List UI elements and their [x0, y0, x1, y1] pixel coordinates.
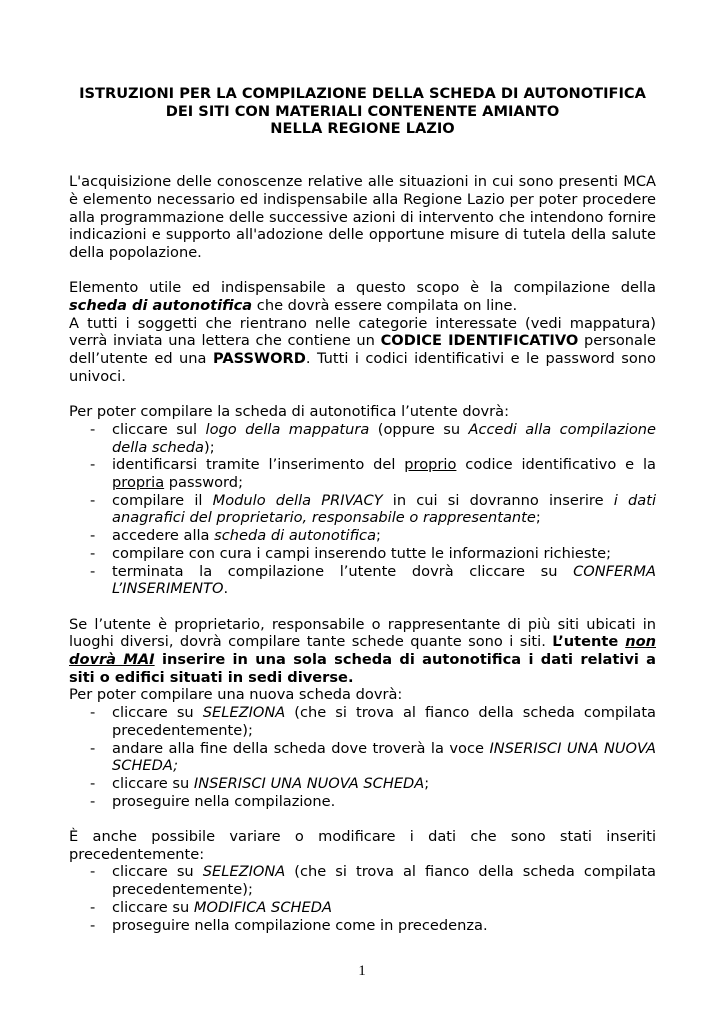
text: cliccare su [112, 704, 203, 722]
emphasis: CODICE IDENTIFICATIVO [380, 332, 579, 350]
text: andare alla fine della scheda dove troverà la voce [112, 739, 490, 757]
title-line: NELLA REGIONE LAZIO [270, 120, 455, 138]
title-line: ISTRUZIONI PER LA COMPILAZIONE DELLA SCHEDA DI AUTONOTIFICA [79, 85, 646, 102]
emphasis: Modulo della PRIVACY [212, 491, 383, 509]
text: personale dell’utente ed una [69, 332, 656, 368]
title-line: DEI SITI CON MATERIALI CONTENENTE AMIANTO [165, 102, 560, 120]
emphasis: Accedi alla compilazione della scheda [112, 420, 656, 456]
text: cliccare su [112, 774, 194, 792]
text: (oppure su [369, 420, 469, 438]
list-item [112, 793, 656, 811]
text: . [223, 580, 229, 598]
list-item [112, 456, 656, 491]
document-page [69, 85, 656, 934]
list-item [112, 863, 656, 898]
emphasis: MODIFICA SCHEDA [193, 898, 332, 916]
list-item [112, 563, 656, 598]
list-item [112, 899, 656, 917]
text: cliccare su [112, 898, 194, 916]
text: ); [204, 438, 215, 456]
underline: propria [112, 474, 165, 492]
emphasis: SELEZIONA [202, 704, 286, 722]
text: compilare con cura i campi inserendo tutte le informazioni richieste; [112, 544, 612, 562]
text: che dovrà essere compilata on line. [252, 297, 518, 315]
text: in cui si dovranno inserire [382, 491, 614, 509]
paragraph-multiple-sites [69, 616, 656, 687]
text: ; [424, 774, 430, 792]
emphasis: SELEZIONA [202, 863, 286, 881]
text: (che si trova al fianco della scheda compilata precedentemente); [112, 863, 656, 899]
text: (che si trova al fianco della scheda compilata precedentemente); [112, 704, 656, 739]
list-item [112, 545, 656, 563]
text: ; [535, 509, 541, 527]
list-item [112, 492, 656, 527]
list-item [112, 740, 656, 775]
text: compilare il [112, 491, 213, 509]
text: proseguire nella compilazione. [112, 792, 336, 810]
text: Se l’utente è proprietario, responsabile o rappresentante di più siti ubicati in luoghi diversi, dovrà compilare tante schede quante sono i siti. [69, 615, 656, 651]
emphasis: CONFERMA L’INSERIMENTO [112, 562, 656, 598]
text: cliccare su [112, 863, 203, 881]
emphasis: L’utente [552, 633, 626, 651]
text: cliccare sul [112, 420, 206, 438]
text: Elemento utile ed indispensabile a questo scopo è la compilazione della [69, 279, 656, 297]
paragraph-steps-intro: Per poter compilare la scheda di autonotifica l’utente dovrà: [69, 403, 510, 421]
paragraph-new-scheda: Per poter compilare una nuova scheda dovrà: [69, 686, 403, 704]
emphasis: i dati anagrafici del proprietario, responsabile o rappresentante [112, 491, 656, 527]
paragraph-intro: L'acquisizione delle conoscenze relative alle situazioni in cui sono presenti MCA è elemento necessario ed indispensabile alla Regione Lazio per poter procedere alla programmazione delle successive azioni di intervento che intendono fornire indicazioni e supporto all'adozione delle opportune misure di tutela della salute della popolazione. [69, 173, 656, 261]
text: password; [164, 474, 243, 492]
emphasis: non dovrà MAI [69, 633, 657, 669]
list-item [112, 775, 656, 793]
text: accedere alla [112, 527, 215, 545]
text: codice identificativo e la [456, 456, 656, 474]
list-item [112, 527, 656, 545]
emphasis: PASSWORD [212, 350, 306, 368]
text: identificarsi tramite l’inserimento del [112, 456, 405, 474]
paragraph-modify: È anche possibile variare o modificare i dati che sono stati inseriti precedentemente: [69, 828, 656, 863]
emphasis: INSERISCI UNA NUOVA SCHEDA [193, 774, 425, 792]
emphasis: INSERISCI UNA NUOVA SCHEDA; [112, 739, 657, 775]
modify-list [69, 863, 656, 934]
paragraph-codice [69, 315, 656, 386]
document-title [69, 85, 656, 138]
list-item [112, 704, 656, 739]
underline: proprio [404, 456, 457, 474]
list-item [112, 421, 656, 456]
list-item [112, 917, 656, 935]
paragraph-scheda [69, 279, 656, 314]
text: terminata la compilazione l’utente dovrà cliccare su [112, 562, 574, 580]
emphasis: logo della mappatura [205, 420, 370, 438]
text: A tutti i soggetti che rientrano nelle categorie interessate (vedi mappatura) verrà inviata una lettera che contiene un [69, 314, 656, 350]
text: proseguire nella compilazione come in precedenza. [112, 916, 488, 934]
emphasis: scheda di autonotifica [69, 297, 253, 315]
text: . Tutti i codici identificativi e le password sono univoci. [69, 350, 656, 385]
steps-list [69, 421, 656, 598]
text: ; [376, 527, 381, 545]
emphasis: scheda di autonotifica [214, 527, 377, 545]
emphasis: inserire in una sola scheda di autonotifica i dati relativi a siti o edifici situati in sedi diverse. [69, 651, 657, 686]
new-scheda-list [69, 704, 656, 810]
page-number: 1 [358, 963, 366, 979]
